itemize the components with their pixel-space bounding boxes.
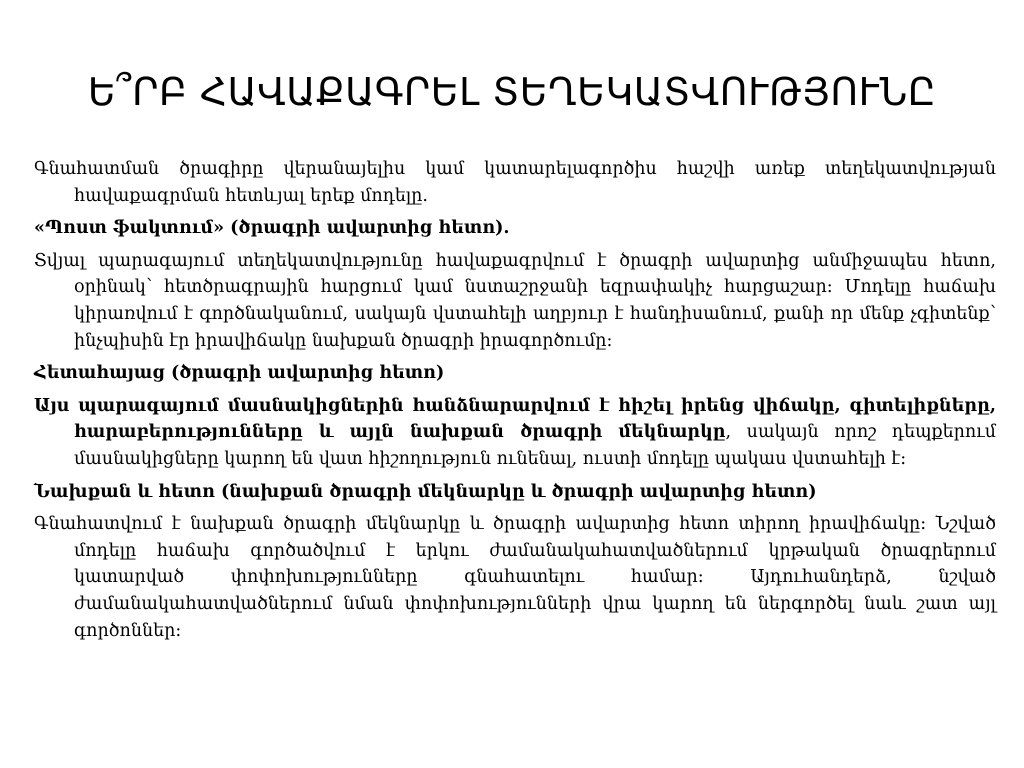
post-fact-heading: «Պոստ ֆակտում» (ծրագրի ավարտից հետո).: [34, 218, 510, 239]
intro-paragraph: Գնահատման ծրագիրը վերանայելիս կամ կատարելագործիս հաշվի առեք տեղեկատվության հավաքագրման հետևյալ երեք մոդելը.: [34, 159, 996, 206]
post-fact-paragraph: Տվյալ պարագայում տեղեկատվությունը հավաքագրվում է ծրագրի ավարտից անմիջապես հետո, օրինակ՝ հետծրագրային հարցում կամ նստաշրջանի եզրափակիչ հարցաշար: Մոդելը հաճախ կիրառվում է գործնականում, սակայն վստահելի աղբյուր է հանդիսանում, քանի որ մենք չգիտենք՝ ինչպիսին էր իրավիճակը նախքան ծրագրի իրագործումը:: [34, 250, 996, 351]
retro-paragraph: [34, 393, 996, 473]
prepost-heading: Նախքան և հետո (նախքան ծրագրի մեկնարկը և ծրագրի ավարտից հետո): [34, 481, 817, 502]
retro-heading: Հետահայաց (ծրագրի ավարտից հետո): [34, 363, 445, 384]
prepost-paragraph: Գնահատվում է նախքան ծրագրի մեկնարկը և ծրագրի ավարտից հետո տիրող իրավիճակը: Նշված մոդելը հաճախ գործածվում է երկու ժամանակահատվածներում կրթական ծրագրերում կատարված փոփոխությունները գնահատելու համար: Այդուհանդերձ, նշված ժամանակահատվածներում նման փոփոխությունների վրա կարող են ներգործել նաև շատ այլ գործոններ:: [34, 514, 996, 641]
retro-paragraph-bold: Այս պարագայում մասնակիցներին հանձնարարվում է հիշել իրենց վիճակը, գիտելիքները, հարաբերությունները և այլն նախքան ծրագրի մեկնարկը: [34, 395, 996, 443]
retro-paragraph-rest: , սակայն որոշ դեպքերում մասնակիցները կարող են վատ հիշողություն ունենալ, ուստի մոդելը պակաս վստահելի է:: [74, 422, 997, 469]
slide-body: [34, 156, 996, 650]
slide-title: Ե՞ՐԲ ՀԱՎԱՔԱԳՐԵԼ ՏԵՂԵԿԱՏՎՈՒԹՅՈՒՆԸ: [87, 70, 937, 114]
